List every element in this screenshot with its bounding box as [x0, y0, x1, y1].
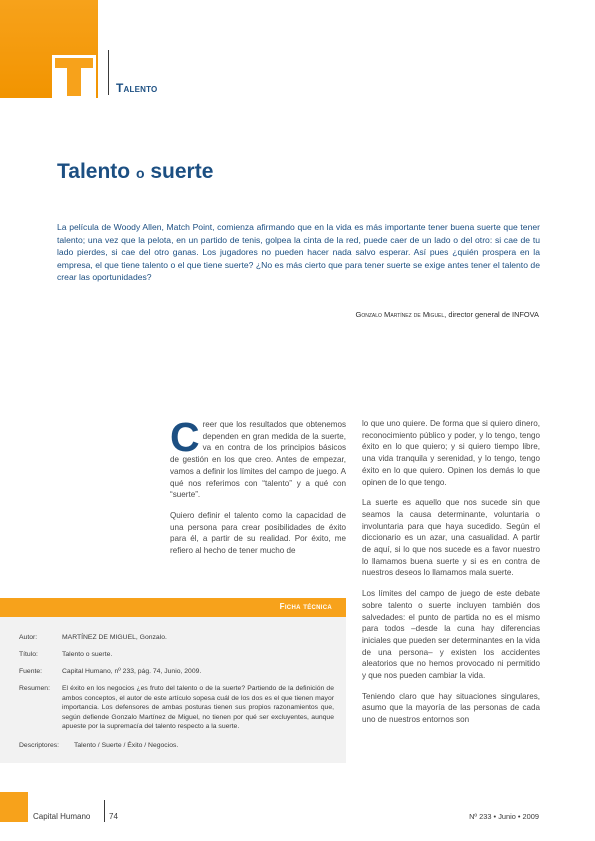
title-part-1: Talento: [57, 160, 131, 183]
ficha-value: El éxito en los negocios ¿es fruto del talento o de la suerte? Partiendo de la definición de ambos conceptos, el autor de este artículo sopesa cuál de los dos es el que tienen mayor importancia. Los defensores de ambas posturas tienen sus propios razonamientos que, según defiende Gonzalo Martínez de Miguel, no tienen por qué ser excluyentes, aunque apueste por la supremacía del talento respecto a la suerte.: [62, 685, 334, 731]
body-paragraph: Creer que los resultados que obtenemos dependen en gran medida de la suerte, va en contra de los principios básicos de gestión en los que creo. Antes de empezar, vamos a definir los límites del campo de juego. A qué nos referimos con “talento” y a qué con “suerte”.: [170, 414, 346, 500]
section-label: Talento: [116, 81, 158, 95]
body-paragraph: Teniendo claro que hay situaciones singulares, asumo que la mayoría de las personas de cada uno de nuestros entornos son: [362, 691, 540, 725]
byline-role: director general de INFOVA: [448, 310, 539, 319]
ficha-title: Ficha técnica: [279, 602, 332, 611]
body-column-left: [170, 414, 346, 566]
body-paragraph: La suerte es aquello que nos sucede sin que seamos la causa determinante, voluntaria o involuntaria para que haya sucedido. Según el diccionario es un azar, una casualidad. A partir de aquí, si lo que nos sucede es a favor nuestro lo llamamos buena suerte y si es en contra de nuestros deseos lo llamamos mala suerte.: [362, 498, 540, 578]
footer-accent-block: [0, 792, 28, 822]
ficha-value: MARTÍNEZ DE MIGUEL, Gonzalo.: [62, 634, 167, 641]
issue-info: Nº 233 • Junio • 2009: [469, 812, 539, 821]
ficha-tecnica-box: [0, 617, 346, 763]
ficha-label: Resumen:: [19, 685, 50, 692]
ficha-header-bar: [0, 598, 346, 617]
title-connector: o: [135, 165, 145, 181]
article-title: [57, 160, 213, 184]
footer-divider: [104, 800, 105, 822]
ficha-label: Fuente:: [19, 668, 43, 675]
body-paragraph: lo que uno quiere. De forma que si quiero dinero, reconocimiento público y poder, y lo tengo, tengo éxito en lo que quiero; y si quiero tiempo libre, una vida tranquila y serenidad, y lo tengo, tengo éxito en lo que quiero. Opinen los demás lo que opinen de lo que tengo.: [362, 419, 540, 487]
ficha-value: Talento / Suerte / Éxito / Negocios.: [74, 742, 179, 749]
title-part-2: suerte: [150, 160, 214, 183]
letter-t-icon: [52, 55, 96, 99]
ficha-label: Descriptores:: [19, 742, 60, 749]
ficha-label: Título:: [19, 651, 38, 658]
ficha-value: Capital Humano, nº 233, pág. 74, Junio, 2009.: [62, 668, 202, 675]
ficha-value: Talento o suerte.: [62, 651, 113, 658]
page-number: 74: [109, 812, 118, 821]
article-byline: [355, 310, 539, 319]
section-divider: [108, 50, 109, 95]
footer-brand: Capital Humano: [33, 812, 91, 821]
ficha-label: Autor:: [19, 634, 38, 641]
drop-cap: C: [170, 414, 200, 460]
body-paragraph: Los límites del campo de juego de este debate sobre talento o suerte incluyen también dos salvedades: el punto de partida no es el mismo para todos –desde la cuna hay diferencias iniciales que pueden ser determinantes en la vida de una persona– y existen los accidentes aleatorios que no hemos provocado ni permitido y que nos pueden cambiar la vida.: [362, 589, 540, 681]
body-paragraph: Quiero definir el talento como la capacidad de una persona para crear posibilidades de éxito para él, a partir de su realidad. Por éxito, me refiero al hecho de tener mucho de: [170, 510, 346, 556]
byline-name: Gonzalo Martínez de Miguel,: [355, 310, 447, 319]
body-column-right: [362, 418, 540, 735]
article-lead: La película de Woody Allen, Match Point, comienza afirmando que en la vida es más importante tener buena suerte que tener talento; una vez que la pelota, en un partido de tenis, golpea la cinta de la red, puede caer de un lado o del otro: si cae de tu lado pierdes, si cae del otro ganas. Los jugadores no pueden hacer nada salvo esperar. Así pues ¿quién prospera en la empresa, el que tiene talento o el que tiene suerte? ¿No es más cierto que para tener suerte se exige antes tener el talento de crear las oportunidades?: [57, 222, 540, 283]
